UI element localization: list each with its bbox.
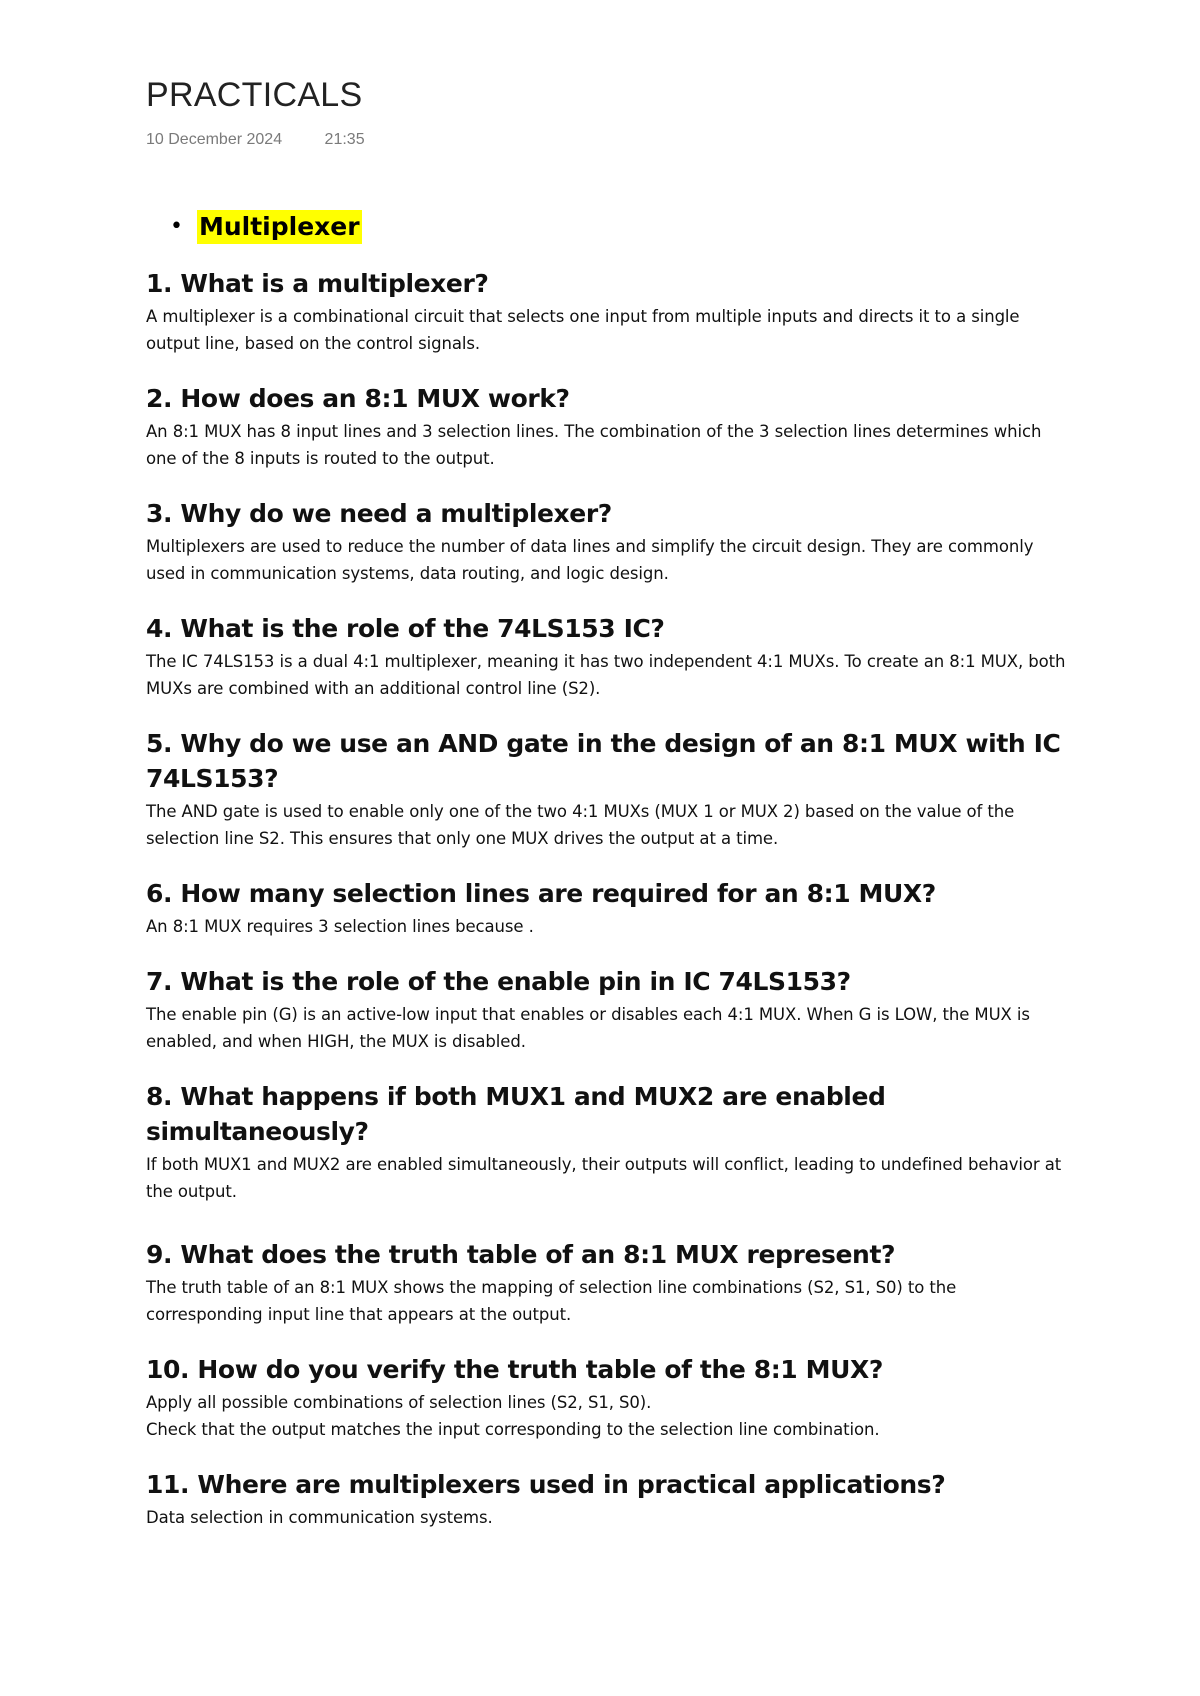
answer-text: A multiplexer is a combinational circuit that selects one input from multiple inputs and directs it to a single output line, based on the control signals. (146, 306, 1020, 353)
question-heading: 4. What is the role of the 74LS153 IC? (146, 613, 665, 643)
answer-text: Multiplexers are used to reduce the number of data lines and simplify the circuit design. They are commonly used in communication systems, data routing, and logic design. (146, 536, 1034, 583)
qa-item (146, 1237, 1076, 1328)
question-heading: 11. Where are multiplexers used in practical applications? (146, 1469, 946, 1499)
question-heading: 5. Why do we use an AND gate in the design of an 8:1 MUX with IC 74LS153? (146, 728, 1061, 793)
qa-item (146, 381, 1076, 472)
qa-item (146, 1467, 1076, 1531)
answer-text: An 8:1 MUX requires 3 selection lines because . (146, 916, 534, 936)
question-heading: 3. Why do we need a multiplexer? (146, 498, 612, 528)
question-heading: 1. What is a multiplexer? (146, 268, 489, 298)
qa-item (146, 1352, 1076, 1443)
answer-text: An 8:1 MUX has 8 input lines and 3 selection lines. The combination of the 3 selection lines determines which one of the 8 inputs is routed to the output. (146, 421, 1042, 468)
question-heading: 6. How many selection lines are required for an 8:1 MUX? (146, 878, 936, 908)
question-heading: 2. How does an 8:1 MUX work? (146, 383, 570, 413)
answer-text: If both MUX1 and MUX2 are enabled simultaneously, their outputs will conflict, leading to undefined behavior at the output. (146, 1154, 1062, 1201)
qa-item (146, 964, 1076, 1055)
answer-text: The AND gate is used to enable only one of the two 4:1 MUXs (MUX 1 or MUX 2) based on the value of the selection line S2. This ensures that only one MUX drives the output at a time. (146, 801, 1015, 848)
qa-item (146, 726, 1076, 852)
question-heading: 9. What does the truth table of an 8:1 MUX represent? (146, 1239, 896, 1269)
qa-item (146, 266, 1076, 357)
question-heading: 7. What is the role of the enable pin in IC 74LS153? (146, 966, 851, 996)
answer-text: Data selection in communication systems. (146, 1507, 493, 1527)
answer-text: Check that the output matches the input corresponding to the selection line combination. (146, 1419, 880, 1439)
page-meta (146, 131, 365, 149)
answer-text: The truth table of an 8:1 MUX shows the mapping of selection line combinations (S2, S1, S0) to the corresponding input line that appears at the output. (146, 1277, 957, 1324)
qa-item (146, 611, 1076, 702)
answer-text: The enable pin (G) is an active-low input that enables or disables each 4:1 MUX. When G is LOW, the MUX is enabled, and when HIGH, the MUX is disabled. (146, 1004, 1030, 1051)
page-content (146, 210, 1076, 1555)
question-heading: 10. How do you verify the truth table of the 8:1 MUX? (146, 1354, 883, 1384)
page-time: 21:35 (324, 131, 365, 148)
question-heading: 8. What happens if both MUX1 and MUX2 are enabled simultaneously? (146, 1081, 886, 1146)
qa-item (146, 496, 1076, 587)
section-heading: Multiplexer (197, 210, 362, 244)
page-title: PRACTICALS (146, 76, 363, 114)
answer-text: The IC 74LS153 is a dual 4:1 multiplexer, meaning it has two independent 4:1 MUXs. To create an 8:1 MUX, both MUXs are combined with an additional control line (S2). (146, 651, 1066, 698)
section-bullet-item (170, 210, 1076, 244)
qa-item (146, 876, 1076, 940)
answer-text: Apply all possible combinations of selection lines (S2, S1, S0). (146, 1392, 652, 1412)
bullet-icon: • (170, 213, 183, 239)
qa-item (146, 1079, 1076, 1205)
page-date: 10 December 2024 (146, 131, 283, 148)
